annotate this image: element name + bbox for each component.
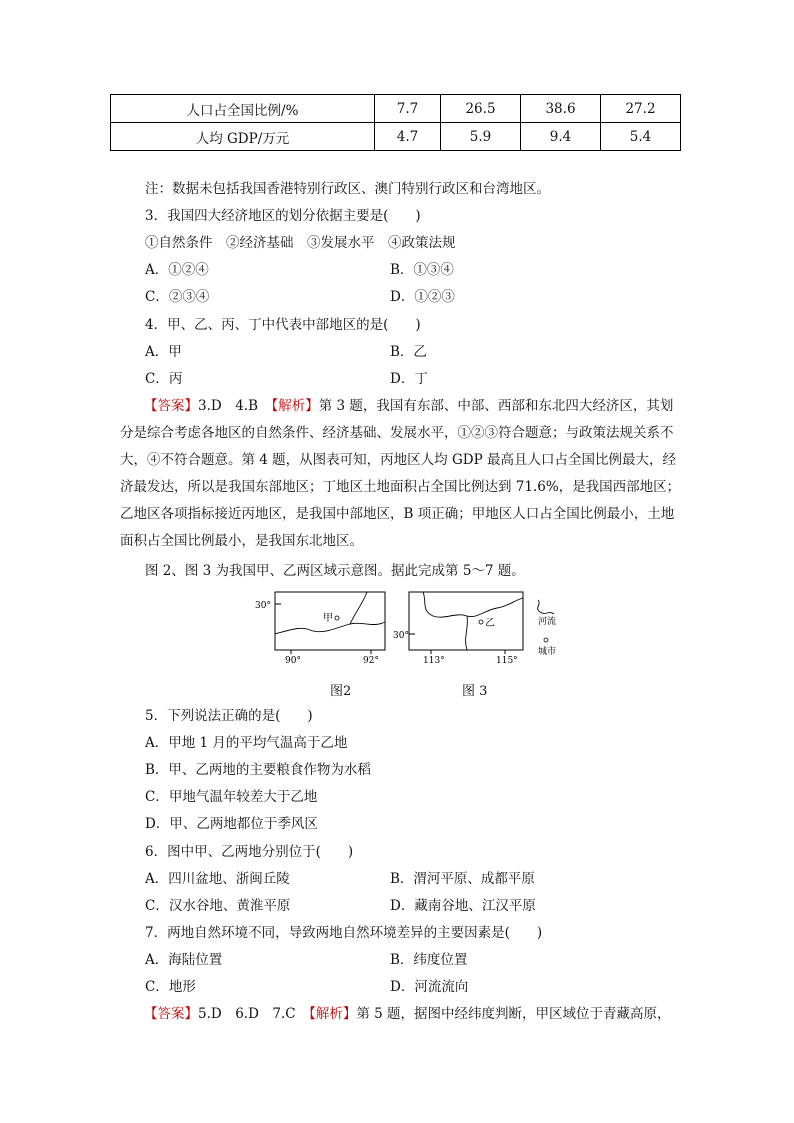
fig2-lat-label: 30° (255, 601, 271, 611)
q7-option-a: A．海陆位置 (145, 952, 223, 968)
table-cell: 5.4 (601, 123, 681, 151)
q5-option-d: D．甲、乙两地都位于季风区 (145, 816, 318, 832)
analysis-text: 第 5 题，据图中经纬度判断，甲区域位于青藏高原， (356, 1006, 671, 1022)
q7-stem: 7．两地自然环境不同，导致两地自然环境差异的主要因素是( ) (145, 925, 543, 941)
legend-river-label: 河流 (538, 617, 557, 627)
fig3-lon-label-2: 115° (496, 656, 518, 666)
fig2-place-label: 甲 (323, 613, 333, 624)
q3-stem: 3．我国四大经济地区的划分依据主要是( ) (145, 208, 421, 224)
table-cell: 27.2 (601, 95, 681, 123)
row-label: 人口占全国比例/% (111, 95, 375, 123)
answer-tag: 【答案】 (144, 1006, 198, 1022)
river-line (423, 592, 523, 617)
fig3-lon-label-1: 113° (423, 656, 445, 666)
analysis-text: 第 3 题，我国有东部、中部、西部和东北四大经济区，其划分是综合考虑各地区的自然条件、经济基础、发展水平，①②③符合题意；与政策法规关系不大，④不符合题意。第 4 题，从图表可知，丙地区人均 GDP 最高且人口占全国比例最大，经济最发达，所以是我国东部地区；丁地区土地面积占全国比例达到 71.6%，是我国西部地区；乙地区各项指标接近丙地区，是我国中部地区，B 项正确；甲地区人口占全国比例最小，土地面积占全国比例最小，是我国东北地区。 (120, 398, 681, 549)
q6-option-a: A．四川盆地、浙闽丘陵 (145, 871, 290, 887)
data-table (110, 94, 681, 151)
q4-option-b: B．乙 (390, 344, 427, 360)
city-marker (479, 620, 483, 624)
answer-analysis-2 (120, 1001, 685, 1028)
analysis-tag: 【解析】 (271, 398, 319, 414)
analysis-tag: 【解析】 (309, 1006, 357, 1022)
row-label: 人均 GDP/万元 (111, 123, 375, 151)
q5-stem: 5．下列说法正确的是( ) (145, 708, 313, 724)
river-line (466, 616, 468, 650)
q4-option-a: A．甲 (145, 344, 182, 360)
city-marker (335, 616, 339, 620)
figure-3-map (393, 588, 533, 668)
q4-option-d: D．丁 (390, 371, 428, 387)
q3-option-c: C．②③④ (145, 289, 210, 305)
q6-option-c: C．汉水谷地、黄淮平原 (145, 898, 291, 914)
city-legend-icon (544, 638, 548, 642)
table-cell: 4.7 (375, 123, 441, 151)
q3-option-a: A．①②④ (145, 262, 209, 278)
legend-city-label: 城市 (538, 647, 557, 657)
river-legend-icon (538, 600, 554, 614)
answer-tag: 【答案】 (144, 398, 198, 414)
fig3-lat-label: 30° (393, 631, 409, 641)
river-line (350, 592, 367, 624)
fig2-lon-label-2: 92° (363, 656, 379, 666)
figure-2-map (255, 588, 395, 668)
q5-option-b: B．甲、乙两地的主要粮食作物为水稻 (145, 762, 371, 778)
q5-option-a: A．甲地 1 月的平均气温高于乙地 (145, 735, 348, 751)
q5-option-c: C．甲地气温年较差大于乙地 (145, 789, 318, 805)
q7-option-b: B．纬度位置 (390, 952, 468, 968)
q6-option-d: D．藏南谷地、江汉平原 (390, 898, 536, 914)
answer-values: 5.D 6.D 7.C (198, 1006, 310, 1022)
table-cell: 9.4 (521, 123, 601, 151)
q4-stem: 4．甲、乙、丙、丁中代表中部地区的是( ) (145, 317, 421, 333)
q7-option-c: C．地形 (145, 979, 196, 995)
q3-items: ①自然条件 ②经济基础 ③发展水平 ④政策法规 (145, 235, 456, 251)
figure-3-caption: 图 3 (462, 684, 488, 699)
table-row (111, 95, 681, 123)
map-legend (530, 598, 570, 660)
table-row (111, 123, 681, 151)
table-cell: 26.5 (441, 95, 521, 123)
q7-option-d: D．河流流向 (390, 979, 469, 995)
table-cell: 38.6 (521, 95, 601, 123)
table-cell: 5.9 (441, 123, 521, 151)
q6-stem: 6．图中甲、乙两地分别位于( ) (145, 844, 354, 860)
figure-2-caption: 图2 (330, 684, 352, 699)
table-cell: 7.7 (375, 95, 441, 123)
answer-analysis-1 (120, 393, 685, 555)
q3-option-d: D．①②③ (390, 289, 455, 305)
table-note: 注：数据未包括我国香港特别行政区、澳门特别行政区和台湾地区。 (145, 181, 550, 197)
fig2-lon-label-1: 90° (285, 656, 301, 666)
answer-values: 3.D 4.B (198, 398, 272, 414)
q6-option-b: B．渭河平原、成都平原 (390, 871, 535, 887)
figure-intro: 图 2、图 3 为我国甲、乙两区域示意图。据此完成第 5～7 题。 (145, 563, 525, 579)
q4-option-c: C．丙 (145, 371, 183, 387)
q3-option-b: B．①③④ (390, 262, 454, 278)
fig3-place-label: 乙 (485, 618, 495, 629)
